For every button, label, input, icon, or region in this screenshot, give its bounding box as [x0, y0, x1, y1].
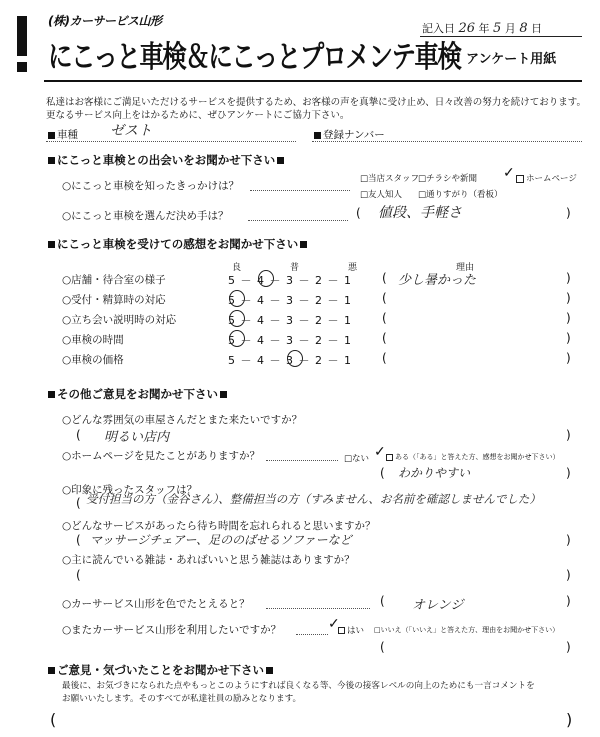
- plate-field-line: [312, 141, 582, 142]
- open-paren: (: [356, 206, 361, 220]
- close-paren: ): [566, 428, 571, 442]
- open-paren: (: [382, 291, 387, 305]
- close-paren: ): [566, 271, 571, 285]
- rating-row-label: ○車検の時間: [62, 334, 124, 346]
- open-paren: (: [382, 311, 387, 325]
- checkbox-icon: [386, 454, 393, 461]
- page-subtitle: アンケート用紙: [466, 52, 557, 67]
- intro-line-2: 更なるサービス向上をはかるために、ぜひアンケートにご協力下さい。: [46, 110, 350, 121]
- checkmark-icon: ✓: [374, 444, 386, 460]
- rating-scale[interactable]: 5 － 4 － 3 － 2 － 1: [228, 334, 352, 347]
- close-paren: ): [566, 331, 571, 345]
- intro-line-1: 私達はお客様にご満足いただけるサービスを提供するため、お客様の声を真摯に受け止め、日々改善の努力を続けております。: [46, 97, 586, 108]
- q1-answer[interactable]: 明るい店内: [104, 430, 170, 445]
- date-month-unit: 月: [504, 22, 516, 35]
- close-paren: ): [566, 533, 571, 547]
- rating-scale[interactable]: 5 － 4 － 3 － 2 － 1: [228, 294, 352, 307]
- open-paren: (: [50, 710, 57, 729]
- open-paren: (: [76, 568, 81, 582]
- date-year-unit: 年: [478, 22, 490, 35]
- reuse-option-no[interactable]: □いいえ（「いいえ」と答えた方、理由をお聞かせ下さい）: [374, 626, 560, 634]
- open-paren: (: [382, 331, 387, 345]
- col-bad: 悪: [348, 263, 358, 273]
- section3-q3: ○印象に残ったスタッフは？: [62, 484, 198, 496]
- open-paren: (: [380, 594, 385, 608]
- date-year: 26: [458, 21, 476, 36]
- hp-option-yes[interactable]: [374, 444, 560, 462]
- hp-answer[interactable]: わかりやすい: [398, 466, 471, 480]
- option-passing[interactable]: □通りすがり（看板）: [418, 190, 503, 200]
- close-paren: ): [566, 311, 571, 325]
- section1-heading-text: にこっと車検との出会いをお聞かせ下さい: [57, 153, 276, 167]
- hp-leader-line: [266, 460, 338, 461]
- date-month: 5: [493, 21, 502, 36]
- col-reason: 理由: [456, 263, 475, 273]
- title-rule: [44, 80, 582, 82]
- open-paren: (: [76, 428, 81, 442]
- section1-q1: ○にこっと車検を知ったきっかけは？: [62, 180, 239, 192]
- comment-field[interactable]: [62, 708, 562, 730]
- option-homepage[interactable]: [503, 165, 577, 184]
- selected-rating-circle: [258, 270, 274, 287]
- open-paren: (: [382, 351, 387, 365]
- q4-answer[interactable]: マッサージチェアー、足ののばせるソファーなど: [90, 533, 352, 547]
- bullet-square-icon: [277, 157, 284, 164]
- reuse-leader-line: [296, 634, 328, 635]
- bullet-square-icon: [300, 241, 307, 248]
- date-day: 8: [519, 21, 528, 36]
- plate-field[interactable]: [312, 127, 385, 142]
- q2-answer[interactable]: 値段、手軽さ: [378, 205, 462, 221]
- close-paren: ): [566, 568, 571, 582]
- bullet-square-icon: [48, 157, 55, 164]
- section3-q7: ○またカーサービス山形を利用したいですか？: [62, 624, 282, 636]
- section4-line-2: お願いいたします。そのすべてが私達社員の励みとなります。: [62, 694, 302, 704]
- close-paren: ): [566, 640, 571, 654]
- close-paren: ): [566, 291, 571, 305]
- section3-heading-text: その他ご意見をお聞かせ下さい: [57, 387, 218, 401]
- selected-rating-circle: [287, 350, 303, 367]
- section3-q6: ○カーサービス山形を色でたとえると？: [62, 598, 250, 610]
- section1-heading: [46, 152, 286, 168]
- section3-q2: ○ホームページを見たことがありますか？: [62, 450, 260, 462]
- bullet-square-icon: [266, 667, 273, 674]
- col-good: 良: [232, 263, 242, 273]
- bullet-square-icon: [48, 132, 55, 139]
- section4-line-1: 最後に、お気づきになられた点やもっとこのようにすれば良くなる等、今後の接客レベルの向上のためにも一言コメントを: [62, 681, 535, 691]
- close-paren: ): [566, 351, 571, 365]
- option-flyer[interactable]: □チラシや新聞: [418, 174, 478, 184]
- checkmark-icon: ✓: [328, 616, 340, 632]
- section3-heading: [46, 386, 229, 402]
- hp-option-no[interactable]: □ない: [344, 454, 370, 464]
- close-paren: ): [566, 710, 573, 729]
- rating-scale[interactable]: 5 － 4 － 3 － 2 － 1: [228, 354, 352, 367]
- rating-scale[interactable]: 5 － 4 － 3 － 2 － 1: [228, 274, 352, 287]
- bullet-square-icon: [48, 391, 55, 398]
- section4-heading-text: ご意見・気づいたことをお聞かせ下さい: [57, 663, 264, 677]
- option-friend[interactable]: □友人知人: [360, 190, 403, 200]
- color-answer[interactable]: オレンジ: [412, 598, 464, 613]
- car-value: ゼスト: [110, 123, 152, 139]
- rating-row-label: ○店舗・待合室の様子: [62, 274, 166, 286]
- close-paren: ): [566, 466, 571, 480]
- section4-heading: [46, 662, 275, 678]
- selected-rating-circle: [229, 330, 245, 347]
- close-paren: ): [566, 594, 571, 608]
- rating-scale[interactable]: 5 － 4 － 3 － 2 － 1: [228, 314, 352, 327]
- hp-option-yes-label: ある（「ある」と答えた方、感想をお聞かせ下さい）: [395, 453, 560, 461]
- section3-q1: ○どんな雰囲気の車屋さんだとまた来たいですか？: [62, 414, 303, 426]
- reuse-yes-label: はい: [347, 626, 365, 636]
- plate-label: 登録ナンバー: [323, 129, 385, 141]
- car-field[interactable]: [46, 127, 78, 142]
- checkmark-icon: ✓: [503, 165, 515, 181]
- open-paren: (: [76, 533, 81, 547]
- company-name: (株)カーサービス山形: [48, 14, 162, 28]
- section3-q5: ○主に読んでいる雑誌・あればいいと思う雑誌はありますか？: [62, 554, 355, 566]
- checkbox-icon: [516, 175, 524, 183]
- bullet-square-icon: [314, 132, 321, 139]
- page-title: にこっと車検＆にこっとプロメンテ車検: [48, 40, 461, 75]
- rating-row-label: ○車検の価格: [62, 354, 124, 366]
- bullet-square-icon: [220, 391, 227, 398]
- car-field-line: [46, 141, 296, 142]
- close-paren: ): [566, 206, 571, 220]
- rating-row-label: ○受付・精算時の対応: [62, 294, 166, 306]
- col-normal: 普: [290, 263, 300, 273]
- section4-text: [62, 680, 535, 706]
- bullet-square-icon: [48, 241, 55, 248]
- section1-q2: ○にこっと車検を選んだ決め手は？: [62, 210, 229, 222]
- open-paren: (: [382, 271, 387, 285]
- date-label: 記入日: [422, 22, 455, 35]
- open-paren: (: [380, 640, 385, 654]
- car-label: 車種: [57, 129, 78, 141]
- q2-leader-line: [248, 220, 348, 221]
- reuse-option-yes[interactable]: [328, 616, 365, 636]
- open-paren: (: [380, 466, 385, 480]
- exclamation-dot-icon: [17, 62, 27, 72]
- selected-rating-circle: [229, 310, 245, 327]
- section2-heading-text: にこっと車検を受けての感想をお聞かせ下さい: [57, 237, 299, 251]
- open-paren: (: [76, 496, 81, 510]
- bullet-square-icon: [48, 667, 55, 674]
- selected-rating-circle: [229, 290, 245, 307]
- rating-row-label: ○立ち会い説明時の対応: [62, 314, 177, 326]
- exclamation-bar-icon: [17, 16, 27, 56]
- option-staff[interactable]: □当店スタッフ: [360, 174, 420, 184]
- option-homepage-label: ホームページ: [526, 174, 577, 184]
- q1-leader-line: [250, 190, 350, 191]
- intro-text: [46, 96, 586, 122]
- color-leader-line: [266, 608, 370, 609]
- q3-answer[interactable]: 受付担当の方（金谷さん）、整備担当の方（すみません、お名前を確認しませんでした）: [86, 492, 541, 506]
- date-day-unit: 日: [531, 22, 543, 35]
- section2-heading: [46, 236, 309, 252]
- rating-reason[interactable]: 少し暑かった: [398, 273, 477, 288]
- section3-q4: ○どんなサービスがあったら待ち時間を忘れられると思いますか？: [62, 520, 376, 532]
